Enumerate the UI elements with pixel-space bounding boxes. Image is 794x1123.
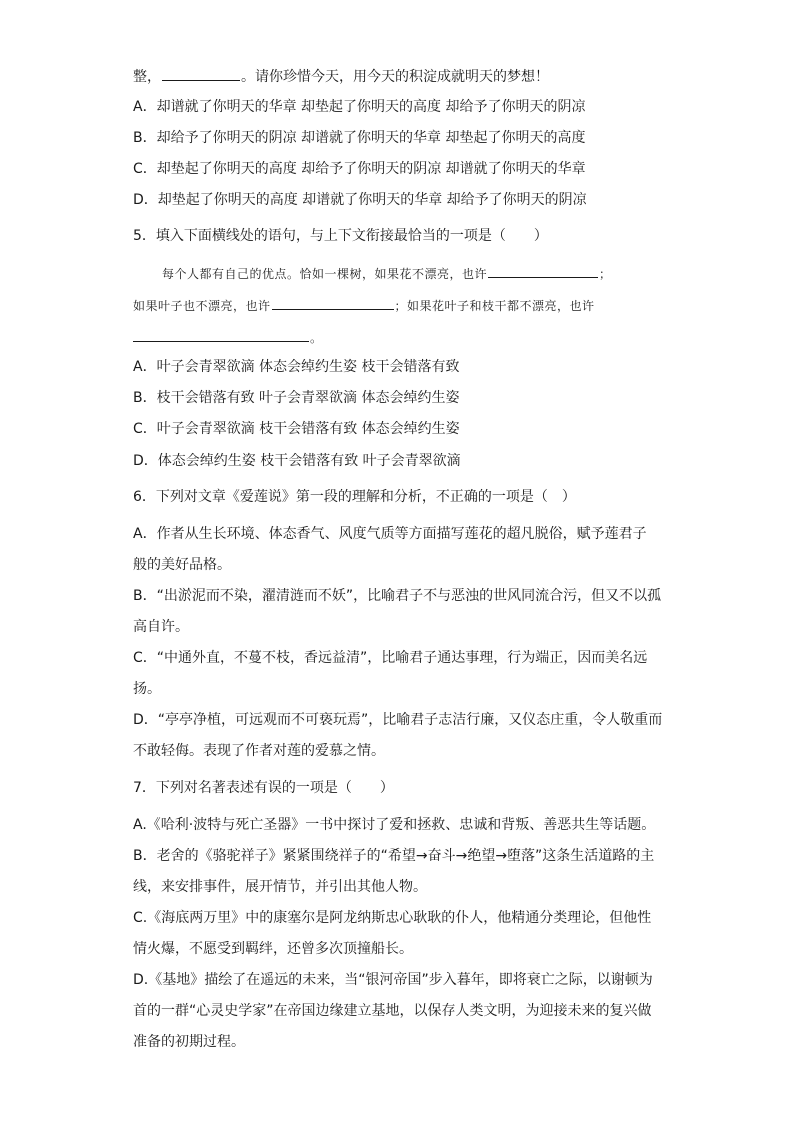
q6-option-c[interactable]: C．“中通外直，不蔓不枝，香远益清”，比喻君子通达事理，行为端正，因而美名远 (133, 650, 648, 666)
q6-option-d-cont: 不敢轻侮。表现了作者对莲的爱慕之情。 (133, 743, 385, 759)
q5-passage-text-2: 如果叶子也不漂亮，也许 (133, 299, 271, 313)
q5-blank-3[interactable] (133, 329, 309, 342)
q7-option-b[interactable]: B．老舍的《骆驼祥子》紧紧围绕祥子的“希望→奋斗→绝望→堕落”这条生活道路的主 (133, 848, 655, 864)
q5-blank-1[interactable] (488, 265, 598, 278)
q4-option-c[interactable]: C．却垫起了你明天的高度 却给予了你明天的阴凉 却谱就了你明天的华章 (133, 161, 586, 177)
q7-option-d-cont-2: 准备的初期过程。 (133, 1034, 245, 1050)
q5-option-b[interactable]: B．枝干会错落有致 叶子会青翠欲滴 体态会绰约生姿 (133, 390, 460, 406)
q5-stem: 5．填入下面横线处的语句，与上下文衔接最恰当的一项是（ ） (133, 228, 548, 244)
q4-cont-pre: 整， (133, 69, 161, 85)
q7-option-d-cont: 首的一群“心灵史学家”在帝国边缘建立基地，以保存人类文明，为迎接未来的复兴做 (133, 1003, 652, 1019)
q4-answer-blank[interactable] (162, 66, 240, 81)
q7-stem: 7．下列对名著表述有误的一项是（ ） (133, 780, 394, 796)
q5-blank-2[interactable] (272, 297, 394, 310)
q4-continuation (133, 66, 673, 87)
q5-passage-line-3 (133, 328, 673, 348)
q6-option-a[interactable]: A．作者从生长环境、体态香气、风度气质等方面描写莲花的超凡脱俗，赋予莲君子 (133, 526, 647, 542)
q6-option-a-cont: 般的美好品格。 (133, 557, 231, 573)
q5-passage-text-1: 每个人都有自己的优点。恰如一棵树，如果花不漂亮，也许 (162, 267, 488, 281)
q5-option-a[interactable]: A．叶子会青翠欲滴 体态会绰约生姿 枝干会错落有致 (133, 359, 460, 375)
q5-option-c[interactable]: C．叶子会青翠欲滴 枝干会错落有致 体态会绰约生姿 (133, 421, 460, 437)
q5-passage-text-3: ；如果花叶子和枝干都不漂亮，也许 (394, 299, 595, 313)
q6-option-b[interactable]: B．“出淤泥而不染，濯清涟而不妖”，比喻君子不与恶浊的世风同流合污，但又不以孤 (133, 588, 662, 604)
q6-option-c-cont: 扬。 (133, 681, 161, 697)
q4-cont-post: 。请你珍惜今天，用今天的积淀成就明天的梦想！ (241, 69, 549, 85)
q5-passage-punct-3: 。 (310, 331, 323, 345)
q4-option-a[interactable]: A．却谱就了你明天的华章 却垫起了你明天的高度 却给予了你明天的阴凉 (133, 99, 586, 115)
q5-passage-punct-1: ； (599, 267, 612, 281)
q7-option-a[interactable]: A.《哈利·波特与死亡圣器》一书中探讨了爱和拯救、忠诚和背叛、善恶共生等话题。 (133, 817, 656, 833)
q4-option-b[interactable]: B．却给予了你明天的阴凉 却谱就了你明天的华章 却垫起了你明天的高度 (133, 130, 586, 146)
q6-option-b-cont: 高自许。 (133, 619, 189, 635)
q5-passage-line-1 (162, 264, 672, 284)
q7-option-c-cont: 情火爆，不愿受到羁绊，还曾多次顶撞船长。 (133, 941, 413, 957)
q4-option-d[interactable]: D．却垫起了你明天的高度 却谱就了你明天的华章 却给予了你明天的阴凉 (133, 192, 587, 208)
q7-option-b-cont: 线，来安排事件，展开情节，并引出其他人物。 (133, 879, 427, 895)
q7-option-d[interactable]: D.《基地》描绘了在遥远的未来，当“银河帝国”步入暮年，即将衰亡之际，以谢顿为 (133, 972, 653, 988)
q5-passage-line-2 (133, 296, 673, 316)
q6-stem: 6．下列对文章《爱莲说》第一段的理解和分析，不正确的一项是（ ） (133, 489, 576, 505)
q7-option-c[interactable]: C.《海底两万里》中的康塞尔是阿龙纳斯忠心耿耿的仆人，他精通分类理论，但他性 (133, 910, 652, 926)
q6-option-d[interactable]: D．“亭亭净植，可远观而不可亵玩焉”，比喻君子志洁行廉，又仪态庄重，令人敬重而 (133, 712, 663, 728)
q5-option-d[interactable]: D．体态会绰约生姿 枝干会错落有致 叶子会青翠欲滴 (133, 453, 461, 469)
